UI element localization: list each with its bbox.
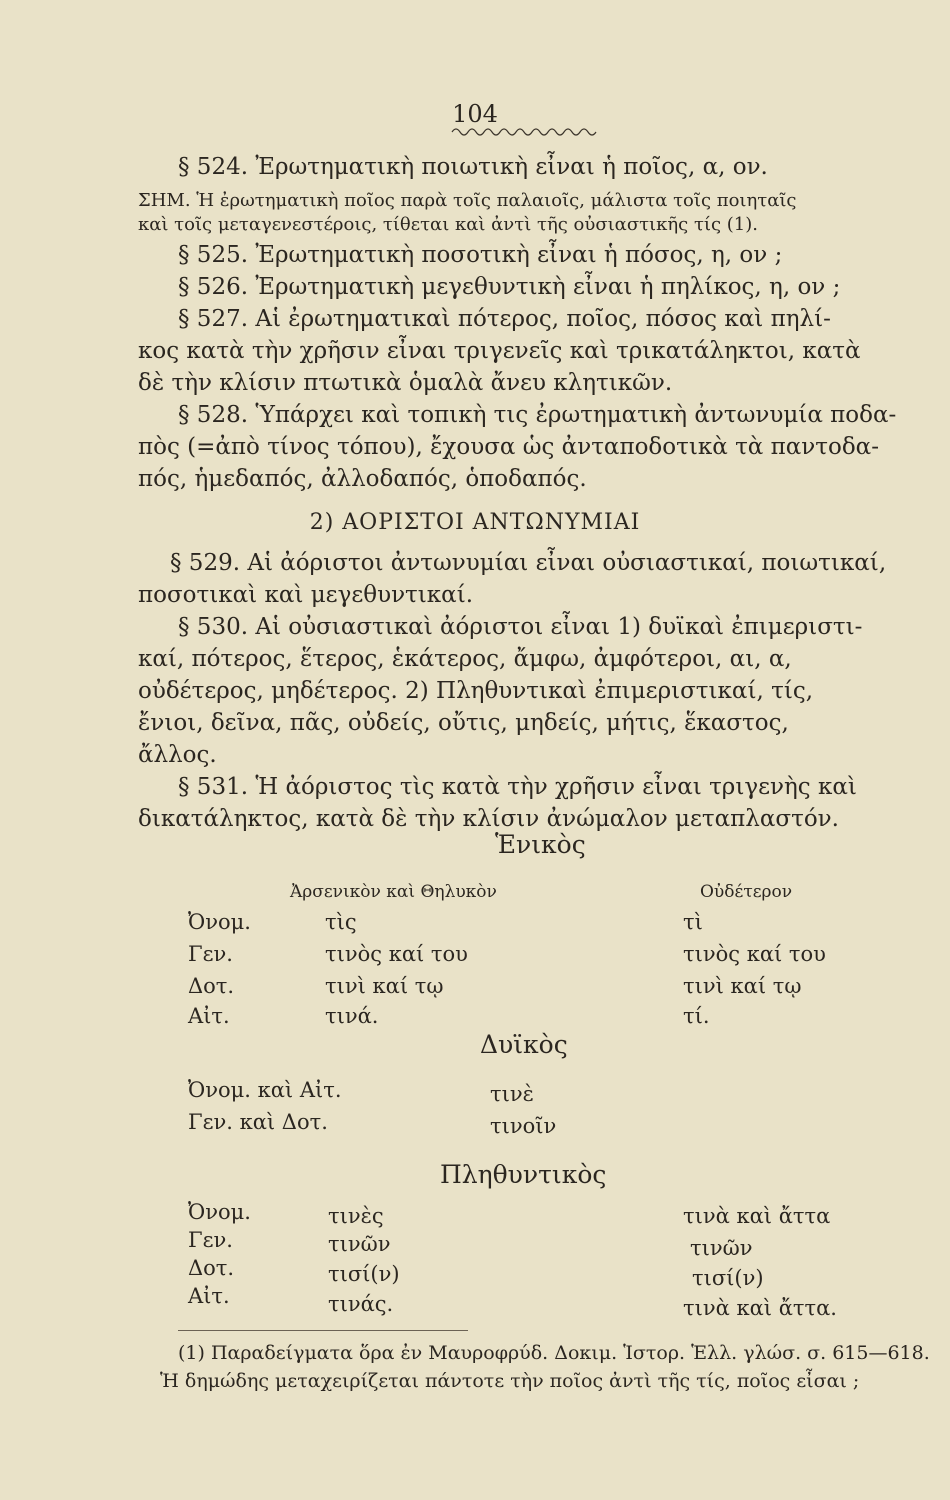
dual-title: Δυϊκὸς <box>480 1030 568 1059</box>
paragraph-528: § 528. Ὑπάρχει καὶ τοπικὴ τις ἐρωτηματικὴ ἀντωνυμία ποδα- <box>178 402 897 428</box>
case-label: Δοτ. <box>188 974 235 998</box>
case-label: Ὀνομ. καὶ Αἰτ. <box>188 1078 342 1102</box>
case-label: Γεν. καὶ Δοτ. <box>188 1110 328 1134</box>
case-label: Γεν. <box>188 1228 233 1252</box>
form-masc-fem: τινά. <box>325 1004 379 1028</box>
case-label: Ὀνομ. <box>188 1200 251 1224</box>
case-label: Δοτ. <box>188 1256 235 1280</box>
note-line: ΣΗΜ. Ἡ ἐρωτηματικὴ ποῖος παρὰ τοῖς παλαιοῖς, μάλιστα τοῖς ποιηταῖς <box>138 190 797 211</box>
paragraph-527: § 527. Αἱ ἐρωτηματικαὶ πότερος, ποῖος, πόσος καὶ πηλί- <box>178 306 831 332</box>
paragraph-531: § 531. Ἡ ἀόριστος τὶς κατὰ τὴν χρῆσιν εἶναι τριγενὴς καὶ <box>178 774 857 800</box>
dual-form: τινοῖν <box>490 1114 557 1138</box>
paragraph-524: § 524. Ἐρωτηματικὴ ποιωτικὴ εἶναι ἡ ποῖος, α, ον. <box>178 154 768 180</box>
form-neuter: τὶ <box>683 910 703 934</box>
note-line: καὶ τοῖς μεταγενεστέροις, τίθεται καὶ ἀντὶ τῆς οὐσιαστικῆς τίς (1). <box>138 214 758 235</box>
form-neuter: τινὰ καὶ ἄττα. <box>683 1296 837 1320</box>
form-neuter: τί. <box>683 1004 710 1028</box>
form-neuter: τινὰ καὶ ἄττα <box>683 1204 831 1228</box>
form-neuter: τινὸς καί του <box>683 942 826 966</box>
case-label: Ὀνομ. <box>188 910 251 934</box>
plural-title: Πληθυντικὸς <box>440 1160 607 1189</box>
case-label: Αἰτ. <box>188 1004 230 1028</box>
footnote-line: (1) Παραδείγματα ὅρα ἐν Μαυροφρύδ. Δοκιμ. Ἱστορ. Ἑλλ. γλώσ. σ. 615—618. <box>178 1342 930 1364</box>
paragraph-526: § 526. Ἐρωτηματικὴ μεγεθυντικὴ εἶναι ἡ πηλίκος, η, ον ; <box>178 274 841 300</box>
form-masc-fem: τινὲς <box>328 1204 384 1228</box>
form-masc-fem: τὶς <box>325 910 357 934</box>
form-neuter: τινῶν <box>690 1236 753 1260</box>
paragraph-529: § 529. Αἱ ἀόριστοι ἀντωνυμίαι εἶναι οὐσιαστικαί, ποιωτικαί, <box>170 550 887 576</box>
dual-form: τινὲ <box>490 1082 534 1106</box>
paragraph-525: § 525. Ἐρωτηματικὴ ποσοτικὴ εἶναι ἡ πόσος, η, ον ; <box>178 242 783 268</box>
form-masc-fem: τινὸς καί του <box>325 942 468 966</box>
form-neuter: τισί(ν) <box>692 1266 764 1290</box>
text-line: δικατάληκτος, κατὰ δὲ τὴν κλίσιν ἀνώμαλον μεταπλαστόν. <box>138 806 839 832</box>
case-label: Αἰτ. <box>188 1284 230 1308</box>
form-masc-fem: τινάς. <box>328 1292 394 1316</box>
text-line: δὲ τὴν κλίσιν πτωτικὰ ὁμαλὰ ἄνευ κλητικῶν. <box>138 370 673 396</box>
col-header-masc-fem: Ἀρσενικὸν καὶ Θηλυκὸν <box>290 882 497 902</box>
text-line: ἄλλος. <box>138 742 217 768</box>
ornamental-rule <box>450 124 600 136</box>
form-neuter: τινὶ καί τῳ <box>683 974 802 998</box>
form-masc-fem: τισί(ν) <box>328 1262 400 1286</box>
text-line: πός, ἡμεδαπός, ἀλλοδαπός, ὁποδαπός. <box>138 466 587 492</box>
section-heading: 2) ΑΟΡΙΣΤΟΙ ΑΝΤΩΝΥΜΙΑΙ <box>309 510 641 535</box>
col-header-neuter: Οὐδέτερον <box>700 882 793 902</box>
text-line: ἔνιοι, δεῖνα, πᾶς, οὐδείς, οὔτις, μηδείς, μήτις, ἕκαστος, <box>138 710 789 736</box>
text-line: οὐδέτερος, μηδέτερος. 2) Πληθυντικαὶ ἐπιμεριστικαί, τίς, <box>138 678 814 704</box>
footnote-line: Ἡ δημώδης μεταχειρίζεται πάντοτε τὴν ποῖος ἀντὶ τῆς τίς, ποῖος εἶσαι ; <box>160 1370 860 1392</box>
page-number: 104 <box>452 100 498 128</box>
form-masc-fem: τινῶν <box>328 1232 391 1256</box>
singular-title: Ἑνικὸς <box>495 830 586 859</box>
text-line: πὸς (=ἀπὸ τίνος τόπου), ἔχουσα ὡς ἀνταποδοτικὰ τὰ παντοδα- <box>138 434 879 460</box>
paragraph-530: § 530. Αἱ οὐσιαστικαὶ ἀόριστοι εἶναι 1) δυϊκαὶ ἐπιμεριστι- <box>178 614 863 640</box>
case-label: Γεν. <box>188 942 233 966</box>
text-line: κος κατὰ τὴν χρῆσιν εἶναι τριγενεῖς καὶ τρικατάληκτοι, κατὰ <box>138 338 861 364</box>
form-masc-fem: τινὶ καί τῳ <box>325 974 444 998</box>
footnote-rule <box>178 1330 468 1331</box>
text-line: καί, πότερος, ἕτερος, ἑκάτερος, ἄμφω, ἀμφότεροι, αι, α, <box>138 646 792 672</box>
text-line: ποσοτικαὶ καὶ μεγεθυντικαί. <box>138 582 474 608</box>
